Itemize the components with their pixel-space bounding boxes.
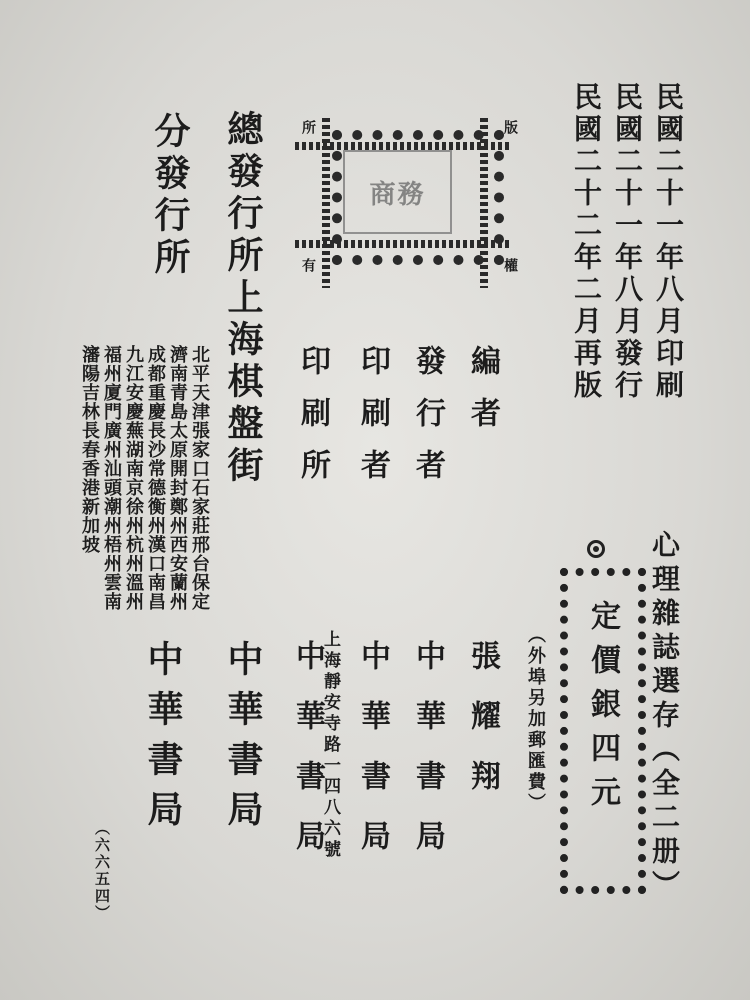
head-office-location: 總發行所上海棋盤街 — [222, 110, 264, 488]
catalog-code: （六六五四） — [93, 820, 111, 922]
printshop-name: 中華書局 — [290, 640, 325, 880]
reprint-date: 民國二十二年二月再版 — [570, 82, 603, 402]
branch-list-2: 濟南青島太原開封鄭州西安蘭州 — [167, 345, 188, 611]
branch-label: 分發行所 — [149, 112, 191, 280]
book-price: 定價銀四元 — [585, 600, 620, 820]
branch-list-4: 九江安慶蕪湖南京徐州杭州溫州 — [123, 345, 144, 611]
branch-list-5: 福州廈門廣州汕頭潮州梧州雲南 — [101, 345, 122, 611]
printer-name: 中華書局 — [355, 640, 390, 880]
publisher-label: 發行者 — [410, 345, 445, 501]
editor-name: 張耀翔 — [465, 640, 500, 820]
branch-list-3: 成都重慶長沙常德衡州漢口南昌 — [145, 345, 166, 611]
publisher-seal: 商務 — [343, 150, 452, 234]
print-date: 民國二十一年八月印刷 — [652, 82, 685, 402]
bullet-icon — [587, 540, 605, 558]
book-title: 心理雜誌選存（全二册） — [648, 530, 681, 904]
printshop-label: 印刷所 — [295, 345, 330, 501]
copyright-char-quan: 權 — [502, 258, 518, 272]
printer-label: 印刷者 — [355, 345, 390, 501]
copyright-char-ban: 版 — [502, 120, 518, 134]
head-office-name: 中華書局 — [222, 640, 264, 840]
postage-note: （外埠另加郵匯費） — [525, 625, 546, 814]
printshop-address: 上海靜安寺路一四八六號 — [320, 630, 340, 861]
publish-date: 民國二十一年八月發行 — [611, 82, 644, 402]
branch-publisher: 中華書局 — [142, 640, 184, 840]
copyright-char-suo: 所 — [300, 120, 316, 134]
branch-list-1: 北平天津張家口石家莊邢台保定 — [189, 345, 210, 611]
copyright-char-you: 有 — [300, 258, 316, 272]
branch-list-6: 瀋陽吉林長春香港新加坡 — [79, 345, 100, 554]
publisher-name: 中華書局 — [410, 640, 445, 880]
editor-label: 編者 — [465, 345, 500, 449]
